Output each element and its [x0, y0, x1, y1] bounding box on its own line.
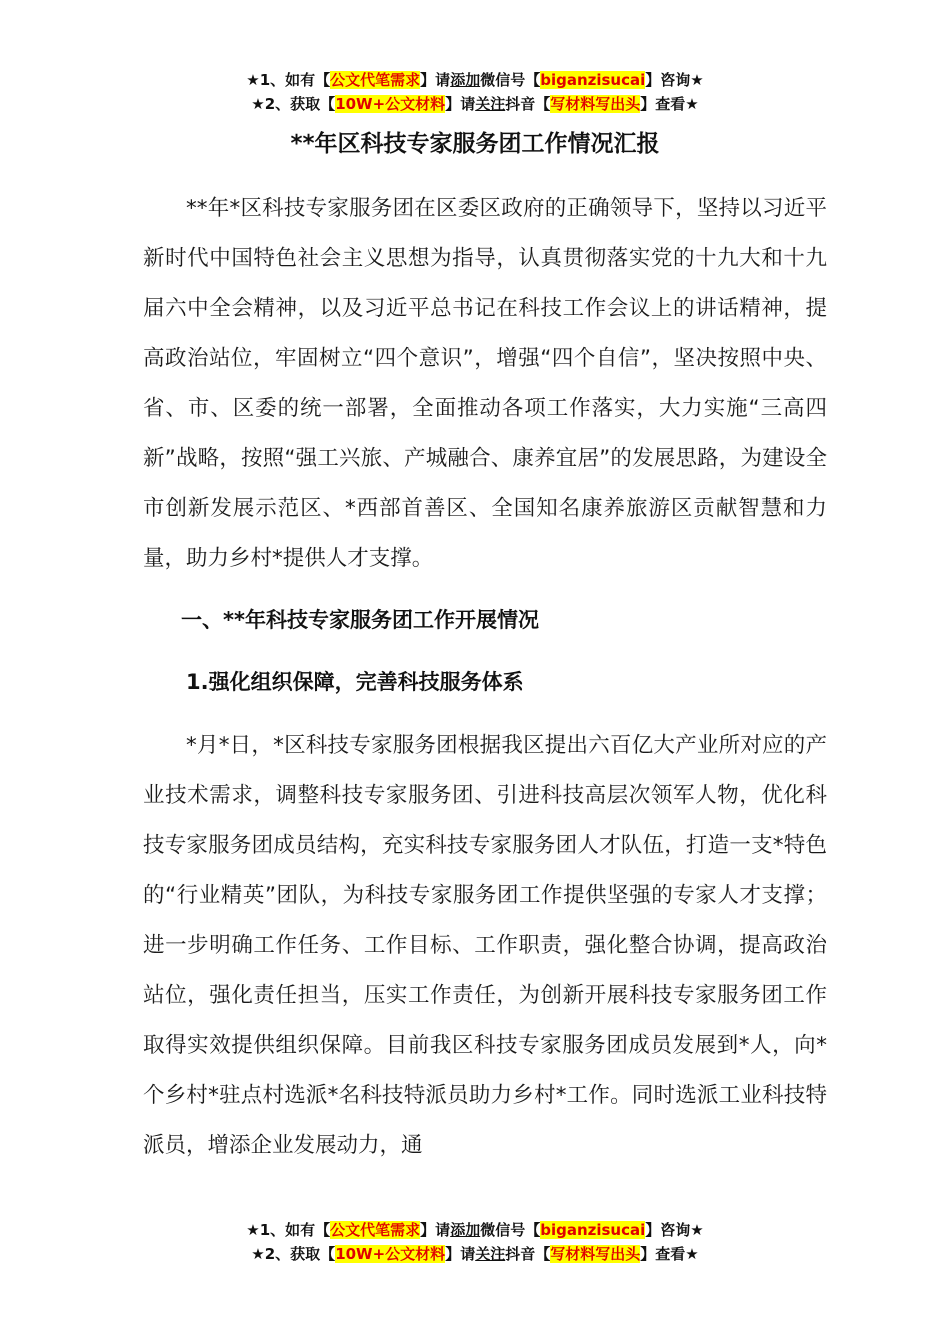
banner-line-1	[0, 1218, 950, 1242]
intro-paragraph: **年*区科技专家服务团在区委区政府的正确领导下，坚持以习近平新时代中国特色社会主义思想为指导，认真贯彻落实党的十九大和十九届六中全会精神，以及习近平总书记在科技工作会议上的讲话精神，提高政治站位，牢固树立“四个意识”，增强“四个自信”，坚决按照中央、省、市、区委的统一部署，全面推动各项工作落实，大力实施“三高四新”战略，按照“强工兴旅、产城融合、康养宜居”的发展思路，为建设全市创新发展示范区、*西部首善区、全国知名康养旅游区贡献智慧和力量，助力乡村*提供人才支撑。	[143, 196, 827, 571]
banner-line-2	[0, 92, 950, 116]
highlight-materials: 10W+公文材料	[335, 95, 446, 113]
banner-text: ★2、获取【	[251, 1245, 336, 1263]
banner-text: 微信号【	[480, 71, 541, 89]
top-banner	[0, 68, 950, 116]
underlined-text: 添加	[450, 1221, 481, 1239]
underlined-text: 关注	[475, 1245, 506, 1263]
underlined-text: 添加	[450, 71, 481, 89]
section-heading: 一、**年科技专家服务团工作开展情况	[181, 608, 539, 632]
body-paragraph: *月*日，*区科技专家服务团根据我区提出六百亿大产业所对应的产业技术需求，调整科技专家服务团、引进科技高层次领军人物，优化科技专家服务团成员结构，充实科技专家服务团人才队伍，打造一支*特色的“行业精英”团队，为科技专家服务团工作提供坚强的专家人才支撑；进一步明确工作任务、工作目标、工作职责，强化整合协调，提高政治站位，强化责任担当，压实工作责任，为创新开展科技专家服务团工作取得实效提供组织保障。目前我区科技专家服务团成员发展到*人，向*个乡村*驻点村选派*名科技特派员助力乡村*工作。同时选派工业科技特派员，增添企业发展动力，通	[143, 733, 827, 1158]
banner-text: 】查看★	[640, 95, 699, 113]
banner-text: ★2、获取【	[251, 95, 336, 113]
wechat-id: biganzisucai	[540, 1221, 646, 1239]
highlight-service: 公文代笔需求	[330, 1221, 421, 1239]
wechat-id: biganzisucai	[540, 71, 646, 89]
banner-text: 】查看★	[640, 1245, 699, 1263]
banner-text: 】请	[445, 95, 476, 113]
bottom-banner	[0, 1218, 950, 1266]
banner-text: 】咨询★	[645, 71, 704, 89]
banner-text: ★1、如有【	[246, 1221, 331, 1239]
banner-text: 】请	[420, 1221, 451, 1239]
banner-text: 】请	[420, 71, 451, 89]
highlight-service: 公文代笔需求	[330, 71, 421, 89]
banner-text: 】请	[445, 1245, 476, 1263]
subsection-heading: 1.强化组织保障，完善科技服务体系	[186, 670, 524, 694]
document-title: **年区科技专家服务团工作情况汇报	[290, 131, 660, 157]
banner-line-2	[0, 1242, 950, 1266]
banner-text: 抖音【	[505, 1245, 551, 1263]
banner-line-1	[0, 68, 950, 92]
banner-text: 】咨询★	[645, 1221, 704, 1239]
douyin-account: 写材料写出头	[550, 95, 641, 113]
highlight-materials: 10W+公文材料	[335, 1245, 446, 1263]
douyin-account: 写材料写出头	[550, 1245, 641, 1263]
underlined-text: 关注	[475, 95, 506, 113]
banner-text: ★1、如有【	[246, 71, 331, 89]
banner-text: 抖音【	[505, 95, 551, 113]
banner-text: 微信号【	[480, 1221, 541, 1239]
